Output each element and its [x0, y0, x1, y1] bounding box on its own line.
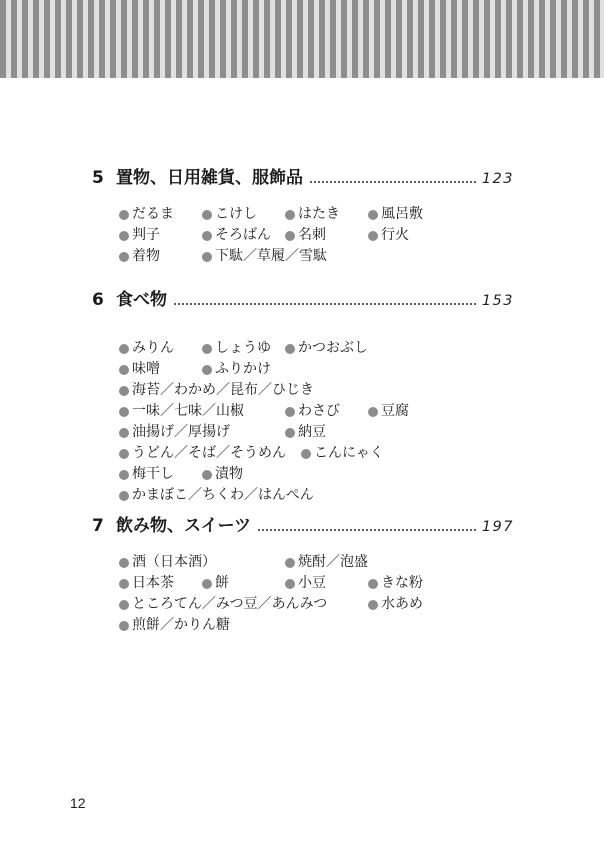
- bullet-icon: [202, 344, 212, 354]
- list-item: 納豆: [285, 422, 326, 443]
- bullet-icon: [119, 600, 129, 610]
- bullet-icon: [368, 231, 378, 241]
- bullet-icon: [368, 407, 378, 417]
- toc-section-5: [92, 166, 514, 267]
- list-item: 味噌: [119, 359, 160, 380]
- bullet-icon: [285, 210, 295, 220]
- list-item: 小豆: [285, 573, 326, 594]
- dot-leader: [309, 181, 476, 183]
- list-item: 酒（日本酒）: [119, 552, 216, 573]
- bullet-icon: [119, 470, 129, 480]
- list-item: 着物: [119, 246, 160, 267]
- list-item: うどん／そば／そうめん: [119, 443, 286, 464]
- page-number: 12: [70, 795, 86, 811]
- section-page-number: 153: [481, 293, 514, 309]
- bullet-icon: [301, 449, 311, 459]
- item-list: [119, 338, 514, 506]
- list-item: 判子: [119, 225, 160, 246]
- bullet-icon: [119, 231, 129, 241]
- toc-entry-7[interactable]: [92, 514, 514, 538]
- list-item: みりん: [119, 338, 174, 359]
- list-item: わさび: [285, 401, 340, 422]
- list-item: しょうゆ: [202, 338, 271, 359]
- bullet-icon: [119, 407, 129, 417]
- list-item: 油揚げ／厚揚げ: [119, 422, 230, 443]
- section-page-number: 123: [481, 171, 514, 187]
- dot-leader: [173, 303, 476, 305]
- list-item: きな粉: [368, 573, 423, 594]
- list-item: 煎餅／かりん糖: [119, 615, 230, 636]
- bullet-icon: [119, 491, 129, 501]
- list-item: 豆腐: [368, 401, 409, 422]
- toc-section-6: [92, 288, 514, 506]
- bullet-icon: [368, 600, 378, 610]
- bullet-icon: [285, 344, 295, 354]
- list-item: こけし: [202, 204, 257, 225]
- list-item: 水あめ: [368, 594, 423, 615]
- bullet-icon: [119, 558, 129, 568]
- bullet-icon: [285, 231, 295, 241]
- list-item: だるま: [119, 204, 174, 225]
- bullet-icon: [202, 365, 212, 375]
- list-item: 下駄／草履／雪駄: [202, 246, 327, 267]
- section-title: 置物、日用雑貨、服飾品: [116, 168, 303, 188]
- bullet-icon: [202, 252, 212, 262]
- bullet-icon: [285, 407, 295, 417]
- section-number: 5: [92, 168, 104, 188]
- list-item: 風呂敷: [368, 204, 423, 225]
- list-item: はたき: [285, 204, 340, 225]
- section-number: 6: [92, 290, 104, 310]
- list-item: 日本茶: [119, 573, 174, 594]
- section-title: 食べ物: [116, 290, 167, 310]
- section-page-number: 197: [481, 519, 514, 535]
- list-item: かまぼこ／ちくわ／はんぺん: [119, 485, 314, 506]
- item-list: [119, 204, 514, 267]
- bullet-icon: [119, 621, 129, 631]
- header-stripe-band: [0, 0, 604, 78]
- list-item: 餅: [202, 573, 229, 594]
- toc-entry-6[interactable]: [92, 288, 514, 312]
- list-item: 漬物: [202, 464, 243, 485]
- bullet-icon: [285, 579, 295, 589]
- bullet-icon: [202, 470, 212, 480]
- toc-entry-5[interactable]: [92, 166, 514, 190]
- bullet-icon: [368, 579, 378, 589]
- section-number: 7: [92, 516, 104, 536]
- bullet-icon: [285, 428, 295, 438]
- item-list: [119, 552, 514, 636]
- bullet-icon: [119, 449, 129, 459]
- bullet-icon: [119, 428, 129, 438]
- list-item: 一味／七味／山椒: [119, 401, 244, 422]
- list-item: ふりかけ: [202, 359, 271, 380]
- list-item: 海苔／わかめ／昆布／ひじき: [119, 380, 314, 401]
- list-item: 行火: [368, 225, 409, 246]
- bullet-icon: [119, 365, 129, 375]
- bullet-icon: [119, 344, 129, 354]
- bullet-icon: [202, 210, 212, 220]
- toc-section-7: [92, 514, 514, 636]
- list-item: こんにゃく: [301, 443, 384, 464]
- list-item: かつおぶし: [285, 338, 368, 359]
- bullet-icon: [119, 386, 129, 396]
- bullet-icon: [119, 252, 129, 262]
- section-title: 飲み物、スイーツ: [116, 516, 251, 536]
- list-item: 名刺: [285, 225, 326, 246]
- list-item: 梅干し: [119, 464, 174, 485]
- bullet-icon: [202, 231, 212, 241]
- bullet-icon: [119, 210, 129, 220]
- list-item: 焼酎／泡盛: [285, 552, 368, 573]
- bullet-icon: [119, 579, 129, 589]
- list-item: そろばん: [202, 225, 271, 246]
- bullet-icon: [368, 210, 378, 220]
- bullet-icon: [202, 579, 212, 589]
- bullet-icon: [285, 558, 295, 568]
- list-item: ところてん／みつ豆／あんみつ: [119, 594, 327, 615]
- dot-leader: [257, 529, 476, 531]
